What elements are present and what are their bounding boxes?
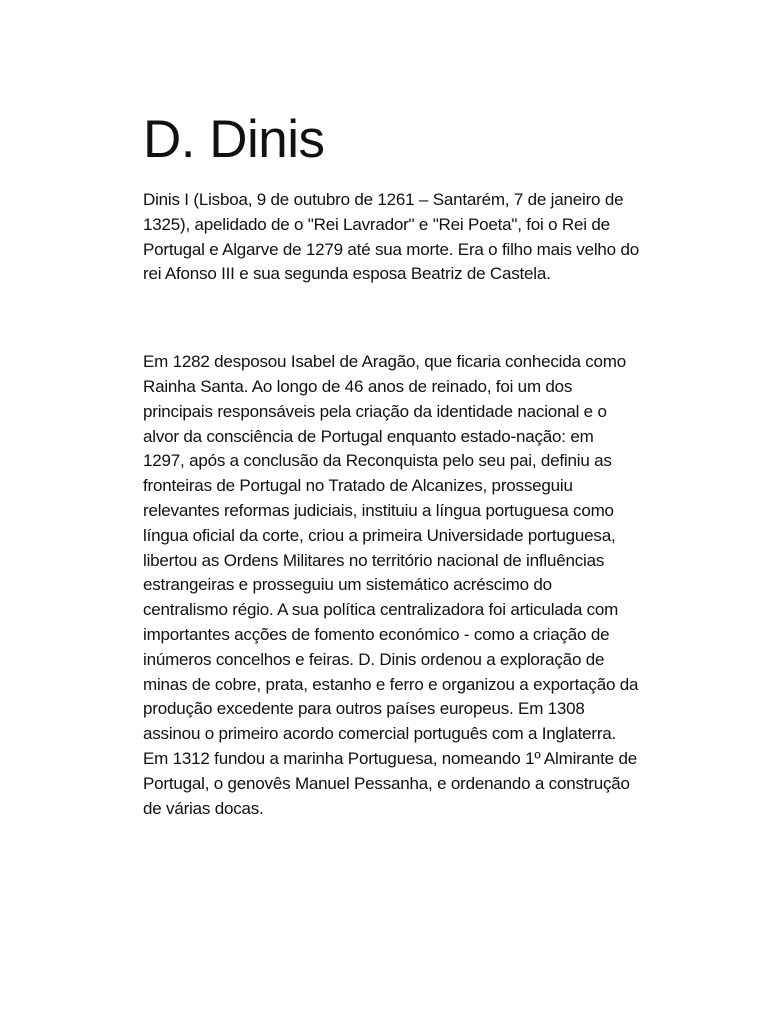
paragraph-intro: Dinis I (Lisboa, 9 de outubro de 1261 – Santarém, 7 de janeiro de 1325), apelidado de o "Rei Lavrador" e "Rei Poeta", foi o Rei de Portugal e Algarve de 1279 até sua morte. Era o filho mais velho do rei Afonso III e sua segunda esposa Beatriz de Castela. xyxy=(143,190,639,284)
document-title: D. Dinis xyxy=(143,110,325,169)
document-page xyxy=(143,108,643,821)
paragraph-reign: Em 1282 desposou Isabel de Aragão, que ficaria conhecida como Rainha Santa. Ao longo de 46 anos de reinado, foi um dos principais responsáveis pela criação da identidade nacional e o alvor da consciência de Portugal enquanto estado-nação: em 1297, após a conclusão da Reconquista pelo seu pai, definiu as fronteiras de Portugal no Tratado de Alcanizes, prosseguiu relevantes reformas judiciais, instituiu a língua portuguesa como língua oficial da corte, criou a primeira Universidade portuguesa, libertou as Ordens Militares no território nacional de influências estrangeiras e prosseguiu um sistemático acréscimo do centralismo régio. A sua política centralizadora foi articulada com importantes acções de fomento económico - como a criação de inúmeros concelhos e feiras. D. Dinis ordenou a exploração de minas de cobre, prata, estanho e ferro e organizou a exportação da produção excedente para outros países europeus. Em 1308 assinou o primeiro acordo comercial português com a Inglaterra. Em 1312 fundou a marinha Portuguesa, nomeando 1º Almirante de Portugal, o genovês Manuel Pessanha, e ordenando a construção de várias docas. xyxy=(143,352,639,818)
